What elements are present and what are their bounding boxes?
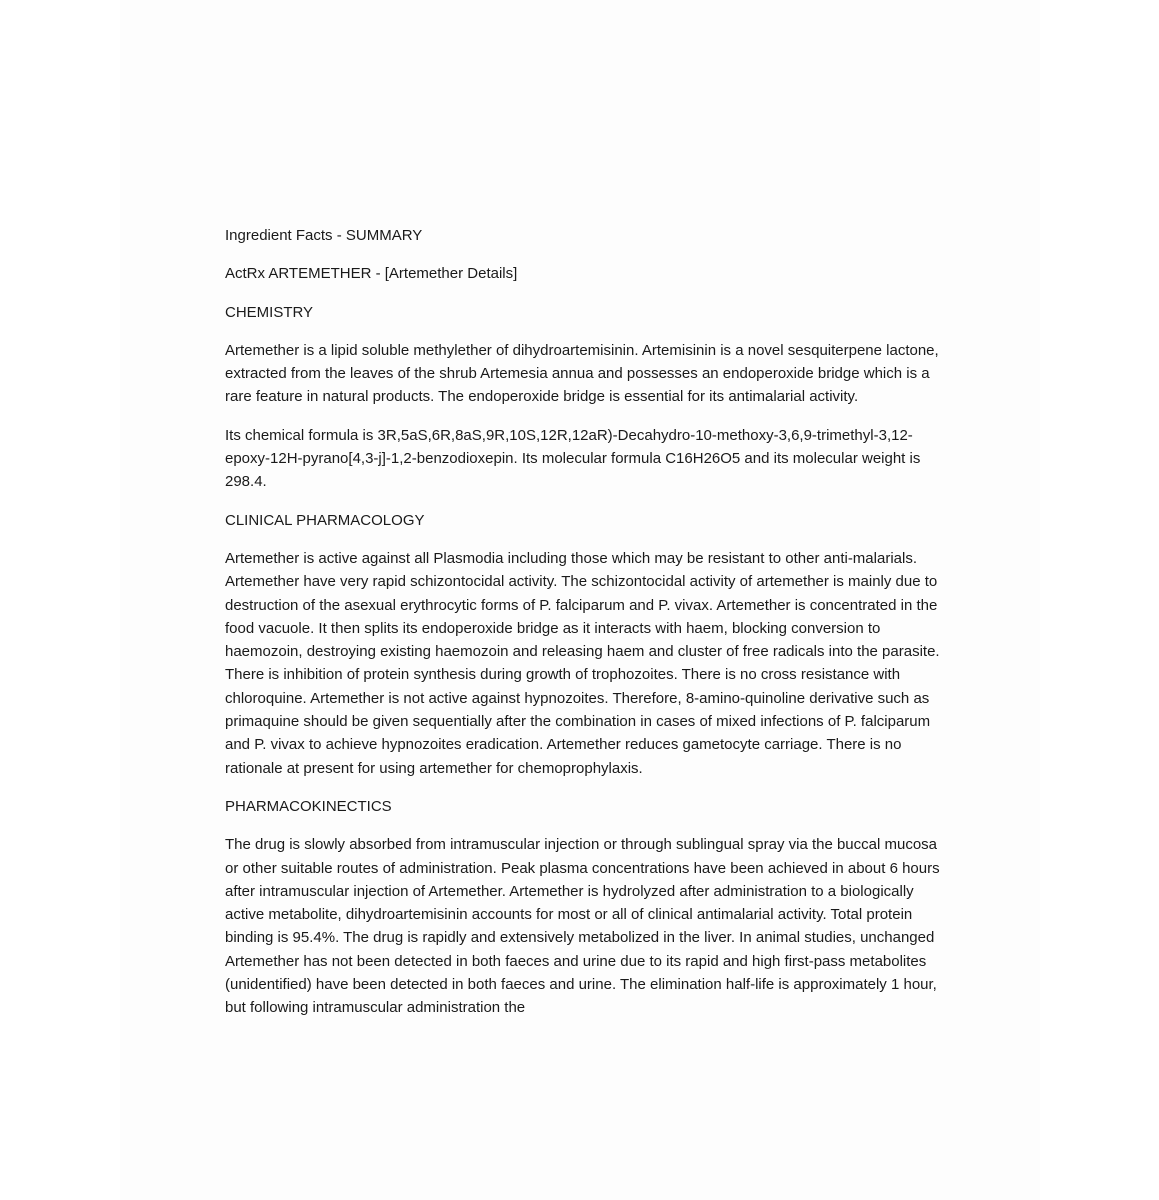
chemistry-paragraph-2: Its chemical formula is 3R,5aS,6R,8aS,9R,10S,12R,12aR)-Decahydro-10-methoxy-3,6,9-trimethyl-3,12-epoxy-12H-pyrano[4,3-j]-1,2-benzodioxepin. Its molecular formula C16H26O5 and its molecular weight is 298.4. [225,426,921,491]
section-heading-chemistry: CHEMISTRY [225,303,314,321]
clinical-pharmacology-paragraph: Artemether is active against all Plasmodia including those which may be resistant to other anti-malarials. Artemether have very rapid schizontocidal activity. The schizontocidal activity of artemether is mainly due to destruction of the asexual erythrocytic forms of P. falciparum and P. vivax. Artemether is concentrated in the food vacuole. It then splits its endoperoxide bridge as it interacts with haem, blocking conversion to haemozoin, destroying existing haemozoin and releasing haem and cluster of free radicals into the parasite. There is inhibition of protein synthesis during growth of trophozoites. There is no cross resistance with chloroquine. Artemether is not active against hypnozoites. Therefore, 8-amino-quinoline derivative such as primaquine should be given sequentially after the combination in cases of mixed infections of P. falciparum and P. vivax to achieve hypnozoites eradication. Artemether reduces gametocyte carriage. There is no rationale at present for using artemether for chemoprophylaxis. [225,549,940,777]
chemistry-paragraph-1: Artemether is a lipid soluble methylether of dihydroartemisinin. Artemisinin is a novel sesquiterpene lactone, extracted from the leaves of the shrub Artemesia annua and possesses an endoperoxide bridge which is a rare feature in natural products. The endoperoxide bridge is essential for its antimalarial activity. [225,341,939,406]
document-title: Ingredient Facts - SUMMARY [225,227,423,244]
section-heading-pharmacokinetics: PHARMACOKINECTICS [225,797,392,815]
pharmacokinetics-paragraph: The drug is slowly absorbed from intramuscular injection or through sublingual spray via the buccal mucosa or other suitable routes of administration. Peak plasma concentrations have been achieved in about 6 hours after intramuscular injection of Artemether. Artemether is hydrolyzed after administration to a biologically active metabolite, dihydroartemisinin accounts for most or all of clinical antimalarial activity. Total protein binding is 95.4%. The drug is rapidly and extensively metabolized in the liver. In animal studies, unchanged Artemether has not been detected in both faeces and urine due to its rapid and high first-pass metabolites (unidentified) have been detected in both faeces and urine. The elimination half-life is approximately 1 hour, but following intramuscular administration the [225,836,940,1017]
section-heading-clinical-pharmacology: CLINICAL PHARMACOLOGY [225,511,425,529]
product-line: ActRx ARTEMETHER - [Artemether Details] [225,265,518,283]
document-content [225,224,945,1020]
